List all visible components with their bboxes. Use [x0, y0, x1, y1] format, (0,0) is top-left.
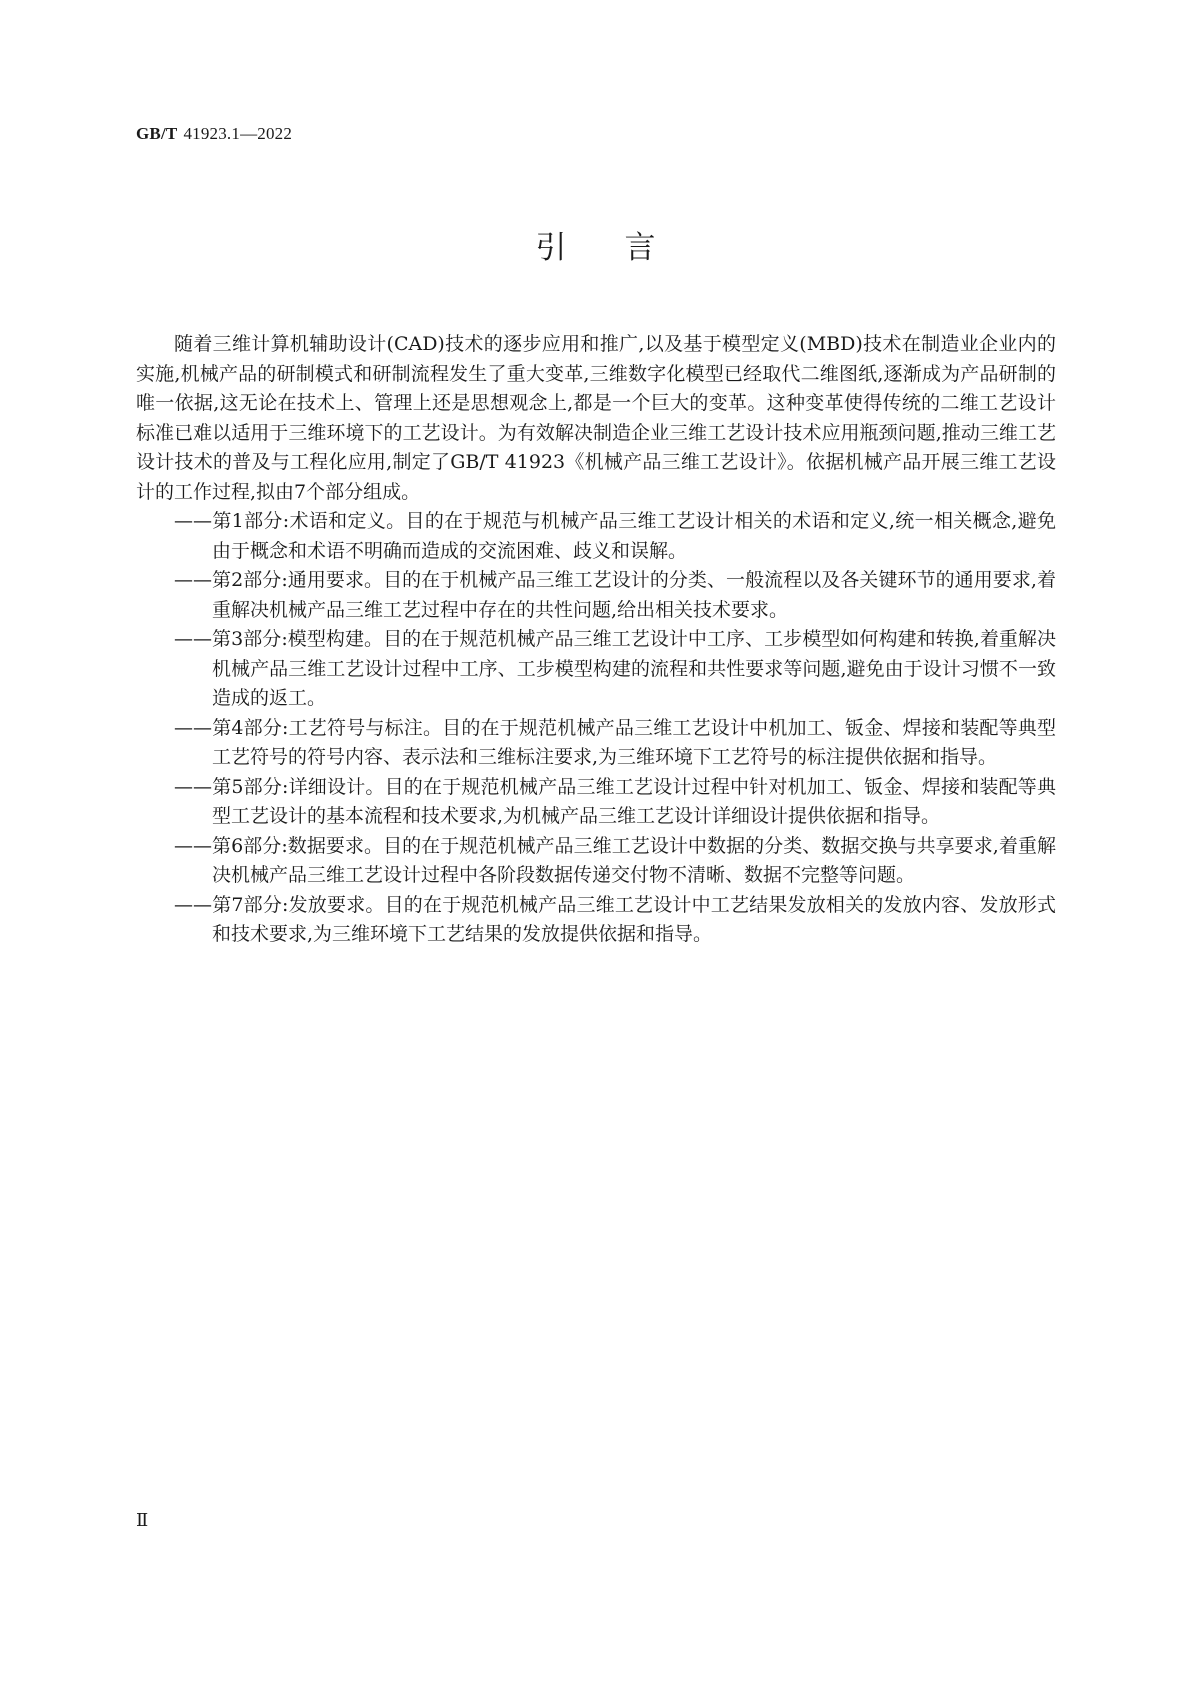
standard-code: GB/T: [136, 124, 178, 143]
dash-marker: ——: [174, 775, 212, 798]
intro-paragraph: 随着三维计算机辅助设计(CAD)技术的逐步应用和推广,以及基于模型定义(MBD)技术在制造业企业内的实施,机械产品的研制模式和研制流程发生了重大变革,三维数字化模型已经取代二维图纸,逐渐成为产品研制的唯一依据,这无论在技术上、管理上还是思想观念上,都是一个巨大的变革。这种变革使得传统的二维工艺设计标准已难以适用于三维环境下的工艺设计。为有效解决制造企业三维工艺设计技术应用瓶颈问题,推动三维工艺设计技术的普及与工程化应用,制定了GB/T 41923《机械产品三维工艺设计》。依据机械产品开展三维工艺设计的工作过程,拟由7个部分组成。: [136, 333, 1056, 503]
standard-number: 41923.1—2022: [183, 124, 293, 143]
dash-marker: ——: [174, 716, 212, 739]
part-item-6: [136, 832, 1056, 891]
document-header: [136, 124, 292, 144]
part-text-2: 第2部分:通用要求。目的在于机械产品三维工艺设计的分类、一般流程以及各关键环节的通用要求,着重解决机械产品三维工艺过程中存在的共性问题,给出相关技术要求。: [212, 569, 1056, 621]
part-text-5: 第5部分:详细设计。目的在于规范机械产品三维工艺设计过程中针对机加工、钣金、焊接和装配等典型工艺设计的基本流程和技术要求,为机械产品三维工艺设计详细设计提供依据和指导。: [212, 775, 1056, 827]
part-item-5: [136, 773, 1056, 832]
page-title: 引言: [535, 230, 714, 266]
part-text-1: 第1部分:术语和定义。目的在于规范与机械产品三维工艺设计相关的术语和定义,统一相关概念,避免由于概念和术语不明确而造成的交流困难、歧义和误解。: [212, 510, 1056, 562]
page-number: Ⅱ: [136, 1510, 149, 1530]
part-text-6: 第6部分:数据要求。目的在于规范机械产品三维工艺设计中数据的分类、数据交换与共享要求,着重解决机械产品三维工艺设计过程中各阶段数据传递交付物不清晰、数据不完整等问题。: [212, 834, 1056, 886]
part-item-2: [136, 566, 1056, 625]
part-text-4: 第4部分:工艺符号与标注。目的在于规范机械产品三维工艺设计中机加工、钣金、焊接和装配等典型工艺符号的符号内容、表示法和三维标注要求,为三维环境下工艺符号的标注提供依据和指导。: [212, 716, 1056, 768]
dash-marker: ——: [174, 569, 212, 591]
part-text-7: 第7部分:发放要求。目的在于规范机械产品三维工艺设计中工艺结果发放相关的发放内容、发放形式和技术要求,为三维环境下工艺结果的发放提供依据和指导。: [212, 893, 1056, 945]
parts-list: [136, 507, 1056, 950]
part-item-3: [136, 625, 1056, 714]
dash-marker: ——: [174, 510, 212, 532]
part-item-1: [136, 507, 1056, 566]
document-body: [136, 330, 1056, 950]
dash-marker: ——: [174, 628, 212, 650]
part-item-4: [136, 714, 1056, 773]
part-item-7: [136, 891, 1056, 950]
dash-marker: ——: [174, 893, 212, 916]
part-text-3: 第3部分:模型构建。目的在于规范机械产品三维工艺设计中工序、工步模型如何构建和转换,着重解决机械产品三维工艺设计过程中工序、工步模型构建的流程和共性要求等问题,避免由于设计习惯不一致造成的返工。: [212, 628, 1056, 709]
dash-marker: ——: [174, 834, 212, 857]
